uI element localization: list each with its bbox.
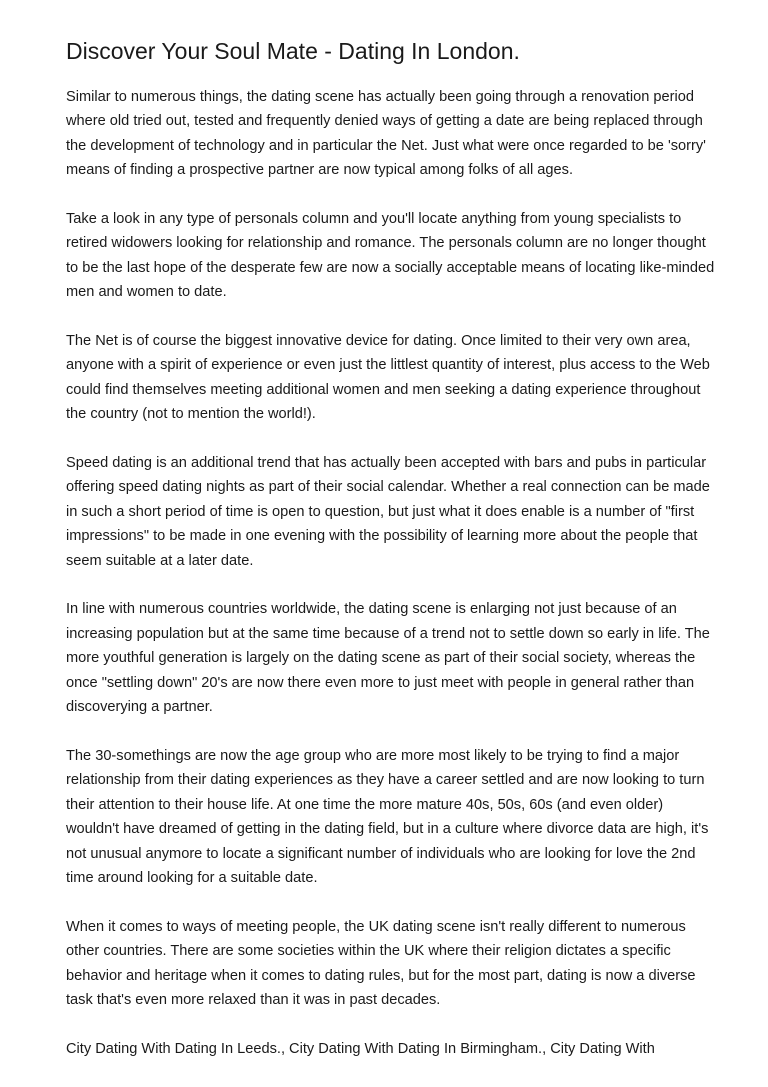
paragraph-4: Speed dating is an additional trend that has actually been accepted with bars and pubs in particular offering speed dating nights as part of their social calendar. Whether a real connection can be made in such a short period of time is open to question, but just what it does enable is a number of "first impressions" to be made in one evening with the possibility of learning more about the people that seem suitable at a later date. [66, 455, 710, 569]
page-title: Discover Your Soul Mate - Dating In London. [66, 38, 520, 64]
paragraph-1: Similar to numerous things, the dating scene has actually been going through a renovation period where old tried out, tested and frequently denied ways of getting a date are being replaced through the development of technology and in particular the Net. Just what were once regarded to be 'sorry' means of finding a prospective partner are now typical among folks of all ages. [66, 89, 706, 179]
paragraph-3: The Net is of course the biggest innovative device for dating. Once limited to their very own area, anyone with a spirit of experience or even just the littlest quantity of interest, plus access to the Web could find themselves meeting additional women and men seeking a dating experience throughout the country (not to mention the world!). [66, 333, 710, 423]
paragraph-7: When it comes to ways of meeting people, the UK dating scene isn't really different to numerous other countries. There are some societies within the UK where their religion dictates a specific behavior and heritage when it comes to dating rules, but for the most part, dating is now a diverse task that's even more relaxed than it was in past decades. [66, 918, 696, 1008]
document-page [66, 36, 716, 1061]
paragraph-5: In line with numerous countries worldwide, the dating scene is enlarging not just because of an increasing population but at the same time because of a trend not to settle down so early in life. The more youthful generation is largely on the dating scene as part of their social society, whereas the once "settling down" 20's are now there even more to just meet with people in general rather than discoverying a partner. [66, 601, 710, 716]
related-links-line: City Dating With Dating In Leeds., City Dating With Dating In Birmingham., City Dating With [66, 1040, 655, 1057]
paragraph-6: The 30-somethings are now the age group who are more most likely to be trying to find a major relationship from their dating experiences as they have a career settled and are now looking to turn their attention to their house life. At one time the more mature 40s, 50s, 60s (and even older) wouldn't have dreamed of getting in the dating field, but in a culture where divorce data are high, it's not unusual anymore to locate a significant number of individuals who are looking for love the 2nd time around looking for a suitable date. [66, 747, 709, 886]
paragraph-2: Take a look in any type of personals column and you'll locate anything from young specialists to retired widowers looking for relationship and romance. The personals column are no longer thought to be the last hope of the desperate few are now a socially acceptable means of locating like-minded men and women to date. [66, 211, 715, 301]
